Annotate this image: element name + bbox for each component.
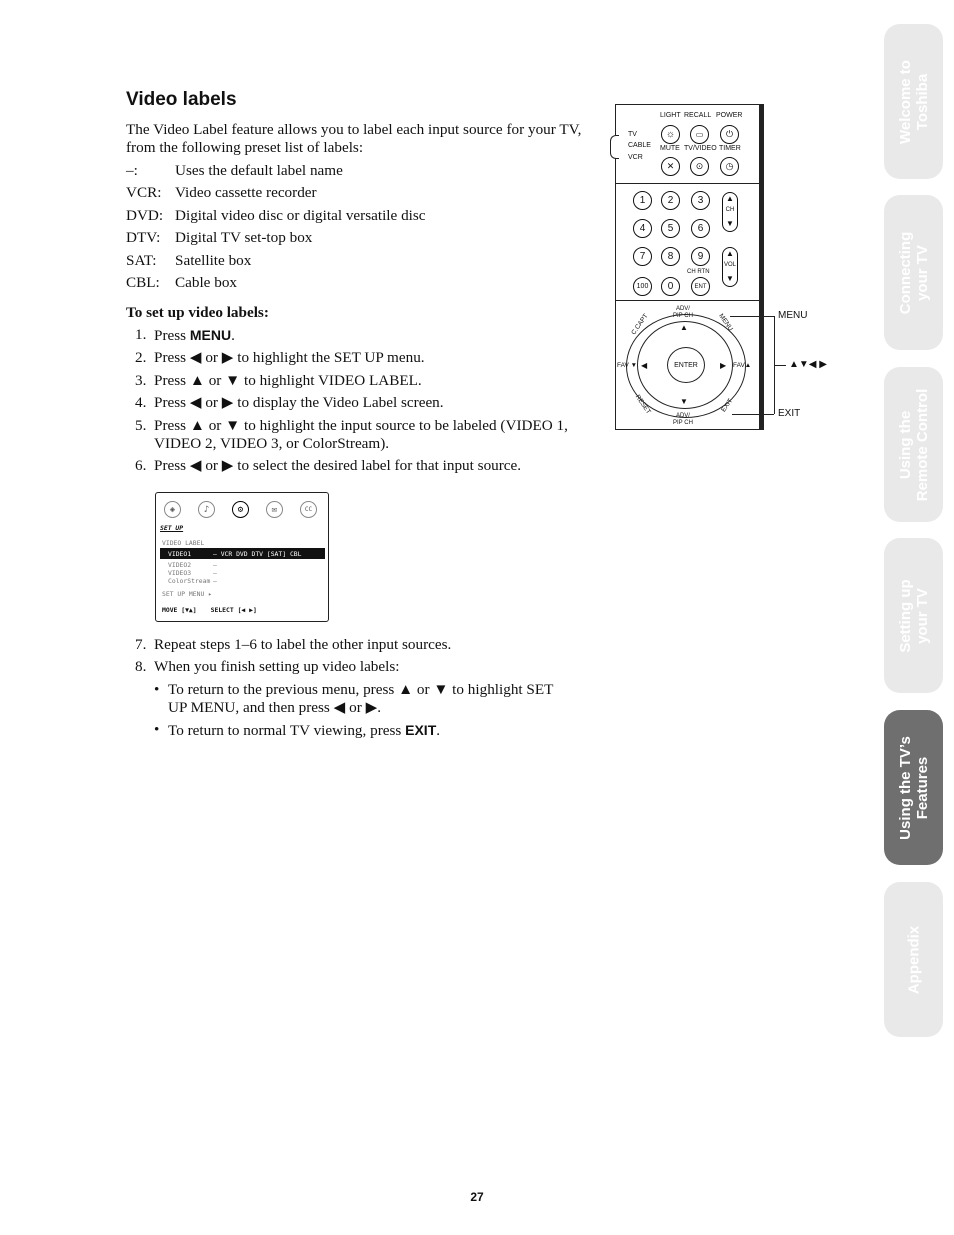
up-arrow-icon: ▲ xyxy=(680,323,688,332)
steps-list-continued xyxy=(135,636,575,745)
tab-welcome[interactable]: Welcome to Toshiba xyxy=(884,24,943,179)
osd-selected-row: VIDEO1 – VCR DVD DTV [SAT] CBL xyxy=(160,548,325,559)
tab-remote[interactable]: Using the Remote Control xyxy=(884,367,943,522)
label-list xyxy=(126,160,426,294)
step-item: 1. Press MENU. xyxy=(135,326,235,344)
key-8[interactable]: 8 xyxy=(661,247,680,266)
key-1[interactable]: 1 xyxy=(633,191,652,210)
label-item: CBL: Cable box xyxy=(126,273,238,291)
channel-rocker[interactable]: ▲ CH ▼ xyxy=(722,192,738,232)
power-icon[interactable]: ⏻ xyxy=(720,125,739,144)
cc-icon: CC xyxy=(300,501,317,518)
light-icon[interactable]: ☼ xyxy=(661,125,680,144)
key-100[interactable]: 100 xyxy=(633,277,652,296)
osd-row: VIDEO3 – xyxy=(168,569,217,577)
mute-icon[interactable]: ✕ xyxy=(661,157,680,176)
menu-key-label: MENU xyxy=(189,327,232,343)
osd-video-label: VIDEO LABEL xyxy=(162,539,205,547)
label-item: VCR: Video cassette recorder xyxy=(126,184,317,202)
step-item: 8. When you finish setting up video labels: xyxy=(135,658,400,676)
osd-menu-title: SET UP xyxy=(160,524,184,532)
right-arrow-icon: ▶ xyxy=(720,361,727,370)
callout-menu: MENU xyxy=(778,310,808,321)
channel-down-icon: ▼ xyxy=(726,219,734,228)
enter-button[interactable]: ENTER xyxy=(667,347,705,383)
key-6[interactable]: 6 xyxy=(691,219,710,238)
step-item: 7. Repeat steps 1–6 to label the other input sources. xyxy=(135,636,452,653)
timer-icon[interactable]: ◷ xyxy=(720,157,739,176)
setup-heading: To set up video labels: xyxy=(126,304,269,321)
key-5[interactable]: 5 xyxy=(661,219,680,238)
tab-connecting[interactable]: Connecting your TV xyxy=(884,195,943,350)
bullet-item: • To return to normal TV viewing, press EXIT. xyxy=(154,721,441,740)
fav-up-button[interactable]: FAV▲ xyxy=(733,362,752,369)
page-number: 27 xyxy=(470,1190,484,1204)
tab-appendix[interactable]: Appendix xyxy=(884,882,943,1037)
reset-button[interactable]: RESET xyxy=(633,393,652,416)
callout-arrows: ▲▼◀ ▶ xyxy=(789,359,827,370)
step-item: 6. Press ◀ or ▶ to select the desired label for that input source. xyxy=(135,456,522,474)
label-item: DVD: Digital video disc or digital versatile disc xyxy=(126,206,426,224)
label-item: –: Uses the default label name xyxy=(126,162,343,179)
label-item: DTV: Digital TV set-top box xyxy=(126,229,313,247)
osd-footer: MOVE [▼▲] SELECT [◀ ▶] xyxy=(162,606,257,614)
key-0[interactable]: 0 xyxy=(661,277,680,296)
osd-row: ColorStream – xyxy=(168,577,217,585)
tab-setting-up[interactable]: Setting up your TV xyxy=(884,538,943,693)
key-2[interactable]: 2 xyxy=(661,191,680,210)
step-item: 4. Press ◀ or ▶ to display the Video Label screen. xyxy=(135,394,444,412)
down-arrow-icon: ▼ xyxy=(680,397,688,406)
label-item: SAT: Satellite box xyxy=(126,251,252,269)
bullet-item: • To return to the previous menu, press ▲ or ▼ to highlight SET UP MENU, and then press ◀ or ▶. xyxy=(154,680,554,716)
key-7[interactable]: 7 xyxy=(633,247,652,266)
remote-control: LIGHT RECALL POWER ☼ ▭ ⏻ TV CABLE VCR MUTE TV/VIDEO TIMER ✕ ⊙ ◷ 1 2 3 4 5 6 7 8 9 100 0 ENT ▲ CH ▼ ▲ VOL ▼ CH RTN ADV/ PIP CH ADV/ PIP CH ENTER ▲ ▼ ◀ ▶ C.CAPT MENU RESET EXIT FAV ▼ FAV▲ xyxy=(615,104,764,430)
step-item: 3. Press ▲ or ▼ to highlight VIDEO LABEL. xyxy=(135,371,422,389)
theater-icon: ✉ xyxy=(266,501,283,518)
steps-list xyxy=(135,326,575,479)
osd-row: VIDEO2 – xyxy=(168,561,217,569)
ccapt-button[interactable]: C.CAPT xyxy=(630,312,650,337)
volume-rocker[interactable]: ▲ VOL ▼ xyxy=(722,247,738,287)
left-arrow-icon: ◀ xyxy=(641,361,648,370)
picture-icon: ◈ xyxy=(164,501,181,518)
volume-down-icon: ▼ xyxy=(726,274,734,283)
osd-setup-screen xyxy=(155,492,329,622)
input-icon[interactable]: ⊙ xyxy=(690,157,709,176)
setup-icon: ⚙ xyxy=(232,501,249,518)
menu-button[interactable]: MENU xyxy=(717,312,734,333)
volume-up-icon: ▲ xyxy=(726,249,734,258)
key-4[interactable]: 4 xyxy=(633,219,652,238)
step-item: 2. Press ◀ or ▶ to highlight the SET UP menu. xyxy=(135,349,425,367)
recall-icon[interactable]: ▭ xyxy=(690,125,709,144)
step-item: 5. Press ▲ or ▼ to highlight the input source to be labeled (VIDEO 1, VIDEO 2, VIDEO 3, or ColorStream). xyxy=(135,416,568,452)
page-title: Video labels xyxy=(126,89,237,110)
fav-down-button[interactable]: FAV ▼ xyxy=(617,362,638,369)
key-3[interactable]: 3 xyxy=(691,191,710,210)
key-9[interactable]: 9 xyxy=(691,247,710,266)
callout-exit: EXIT xyxy=(778,408,801,419)
channel-up-icon: ▲ xyxy=(726,194,734,203)
key-ent[interactable]: ENT xyxy=(691,277,710,296)
mode-switch[interactable] xyxy=(610,135,619,159)
exit-button[interactable]: EXIT xyxy=(720,397,735,414)
exit-key-label: EXIT xyxy=(405,722,437,739)
audio-icon: ♪ xyxy=(198,501,215,518)
osd-setup-menu: SET UP MENU ▸ xyxy=(162,590,213,598)
tab-features[interactable]: Using the TV’s Features xyxy=(884,710,943,865)
intro-paragraph: The Video Label feature allows you to label each input source for your TV, from the following preset list of labels: xyxy=(126,121,582,156)
